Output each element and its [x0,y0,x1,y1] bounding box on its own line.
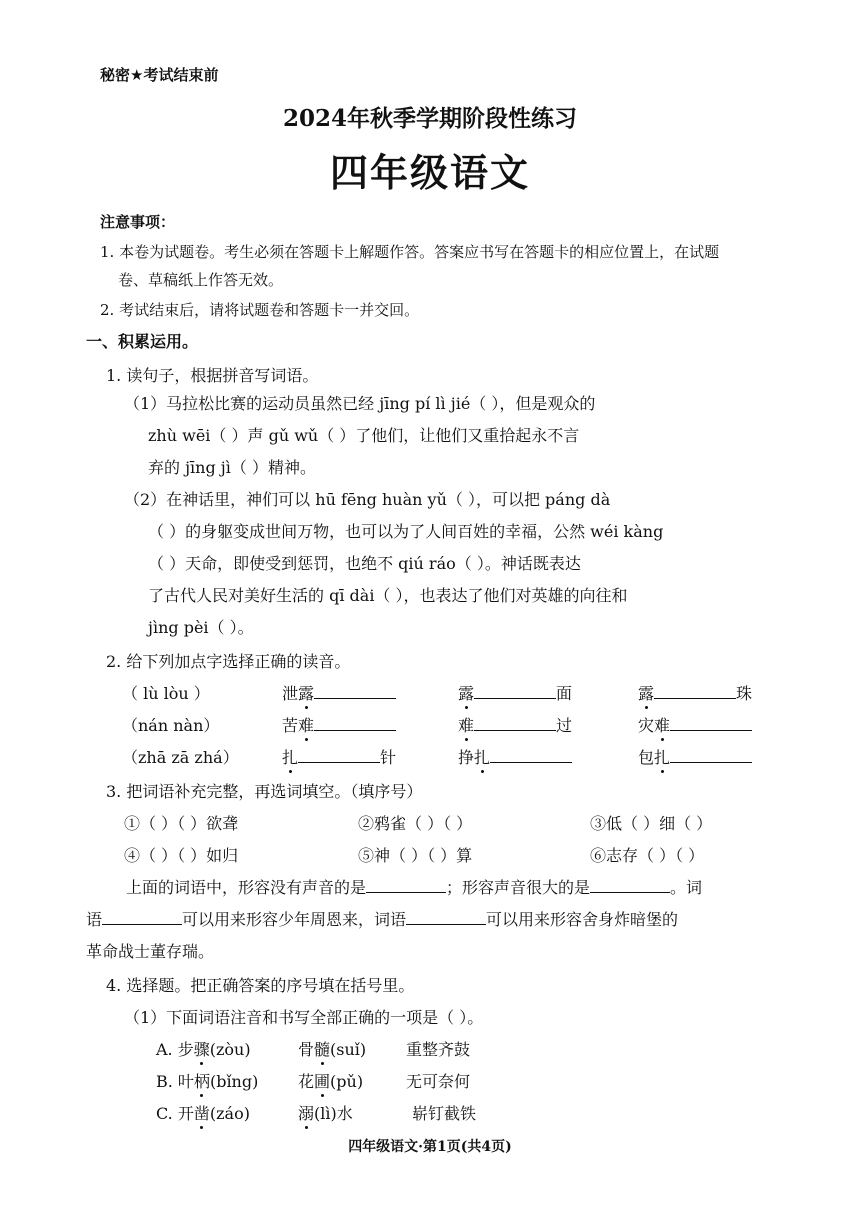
q4-option-a-word3: 重整齐鼓 [406,1040,471,1059]
q2-row3-word1: 扎 针 [282,748,397,767]
q4-sub1: （1）下面词语注音和书写全部正确的一项是（ ）。 [124,1008,484,1027]
q3-stem: 3. 把词语补充完整，再选词填空。（填序号） [106,782,423,801]
confidential-label: 秘密★考试结束前 [100,66,219,84]
notice-item-2: 2. 考试结束后，请将试题卷和答题卡一并交回。 [100,301,420,319]
q3-fill-line1: 上面的词语中，形容没有声音的是 ；形容声音很大的是 。词 [126,878,703,897]
q3-item-2: ②鸦雀（ ）（ ） [358,814,473,833]
q4-stem: 4. 选择题。把正确答案的序号填在括号里。 [106,976,415,995]
q3-item-6: ⑥志存（ ）（ ） [590,846,705,865]
q3-item-3: ③低（ ）细（ ） [590,814,713,833]
q2-row3-word3: 包扎 [638,748,752,768]
q4-option-b-word1: B. 叶柄(bǐng) [156,1072,259,1091]
q1-p2-line4: 了古代人民对美好生活的 qī dài（ ），也表达了他们对英雄的向往和 [148,586,628,605]
q1-p2-line3: （ ）天命，即使受到惩罚，也绝不 qiú ráo（ ）。神话既表达 [148,554,581,573]
q1-p1-line3: 弃的 jīng jì（ ）精神。 [148,458,316,477]
q4-option-a-word1: A. 步骤(zòu) [156,1040,251,1059]
q1-p1-line1: （1）马拉松比赛的运动员虽然已经 jīng pí lì jié（ ），但是观众的 [124,394,596,413]
q3-fill-line3: 革命战士董存瑞。 [86,942,215,961]
q3-item-4: ④（ ）（ ）如归 [124,846,239,865]
section-heading: 一、积累运用。 [86,332,199,351]
q1-p2-line2: （ ）的身躯变成世间万物，也可以为了人间百姓的幸福，公然 wéi kàng [148,522,664,541]
notice-heading: 注意事项： [100,213,176,231]
notice-item-1-cont: 卷、草稿纸上作答无效。 [118,271,284,289]
q1-p2-line5: jìng pèi（ ）。 [148,618,254,637]
q2-stem: 2. 给下列加点字选择正确的读音。 [106,652,351,671]
q1-p2-line1: （2）在神话里，神们可以 hū fēng huàn yǔ（ ），可以把 páng dà [124,490,611,509]
q2-row3-word2: 挣扎 [458,748,572,768]
q4-option-a-word2: 骨髓(suǐ) [298,1040,367,1059]
q4-option-b-word2: 花圃(pǔ) [298,1072,364,1091]
q2-row1-word1: 泄露 [282,684,396,704]
q3-item-1: ①（ ）（ ）欲聋 [124,814,239,833]
q2-row1-pinyin: （ lù lòu ） [122,684,210,703]
q4-option-c-word3: 崭钉截铁 [412,1104,477,1123]
exam-subtitle: 2024年秋季学期阶段性练习 [282,105,577,132]
page-footer: 四年级语文·第1页(共4页) [348,1139,512,1155]
q2-row2-pinyin: （nán nàn） [122,716,220,735]
q1-p1-line2: zhù wēi（ ）声 gǔ wǔ（ ）了他们，让他们又重拾起永不言 [148,426,580,445]
q2-row2-word3: 灾难 [638,716,752,736]
q4-option-c-word1: C. 开凿(záo) [156,1104,250,1123]
q2-row2-word1: 苦难 [282,716,396,736]
q2-row3-pinyin: （zhā zā zhá） [122,748,239,767]
q1-stem: 1. 读句子，根据拼音写词语。 [106,366,319,385]
q3-fill-line2: 语 可以用来形容少年周恩来，词语 可以用来形容舍身炸暗堡的 [86,910,679,929]
notice-item-1: 1. 本卷为试题卷。考生必须在答题卡上解题作答。答案应书写在答题卡的相应位置上，在试题 [100,243,720,261]
q4-option-c-word2: 溺(lì)水 [298,1104,353,1123]
q2-row2-word2: 难 过 [458,716,573,735]
q2-row1-word3: 露 珠 [638,684,753,703]
q3-item-5: ⑤神（ ）（ ）算 [358,846,473,865]
q4-option-b-word3: 无可奈何 [406,1072,471,1091]
exam-title: 四年级语文 [329,150,530,195]
q2-row1-word2: 露 面 [458,684,573,703]
